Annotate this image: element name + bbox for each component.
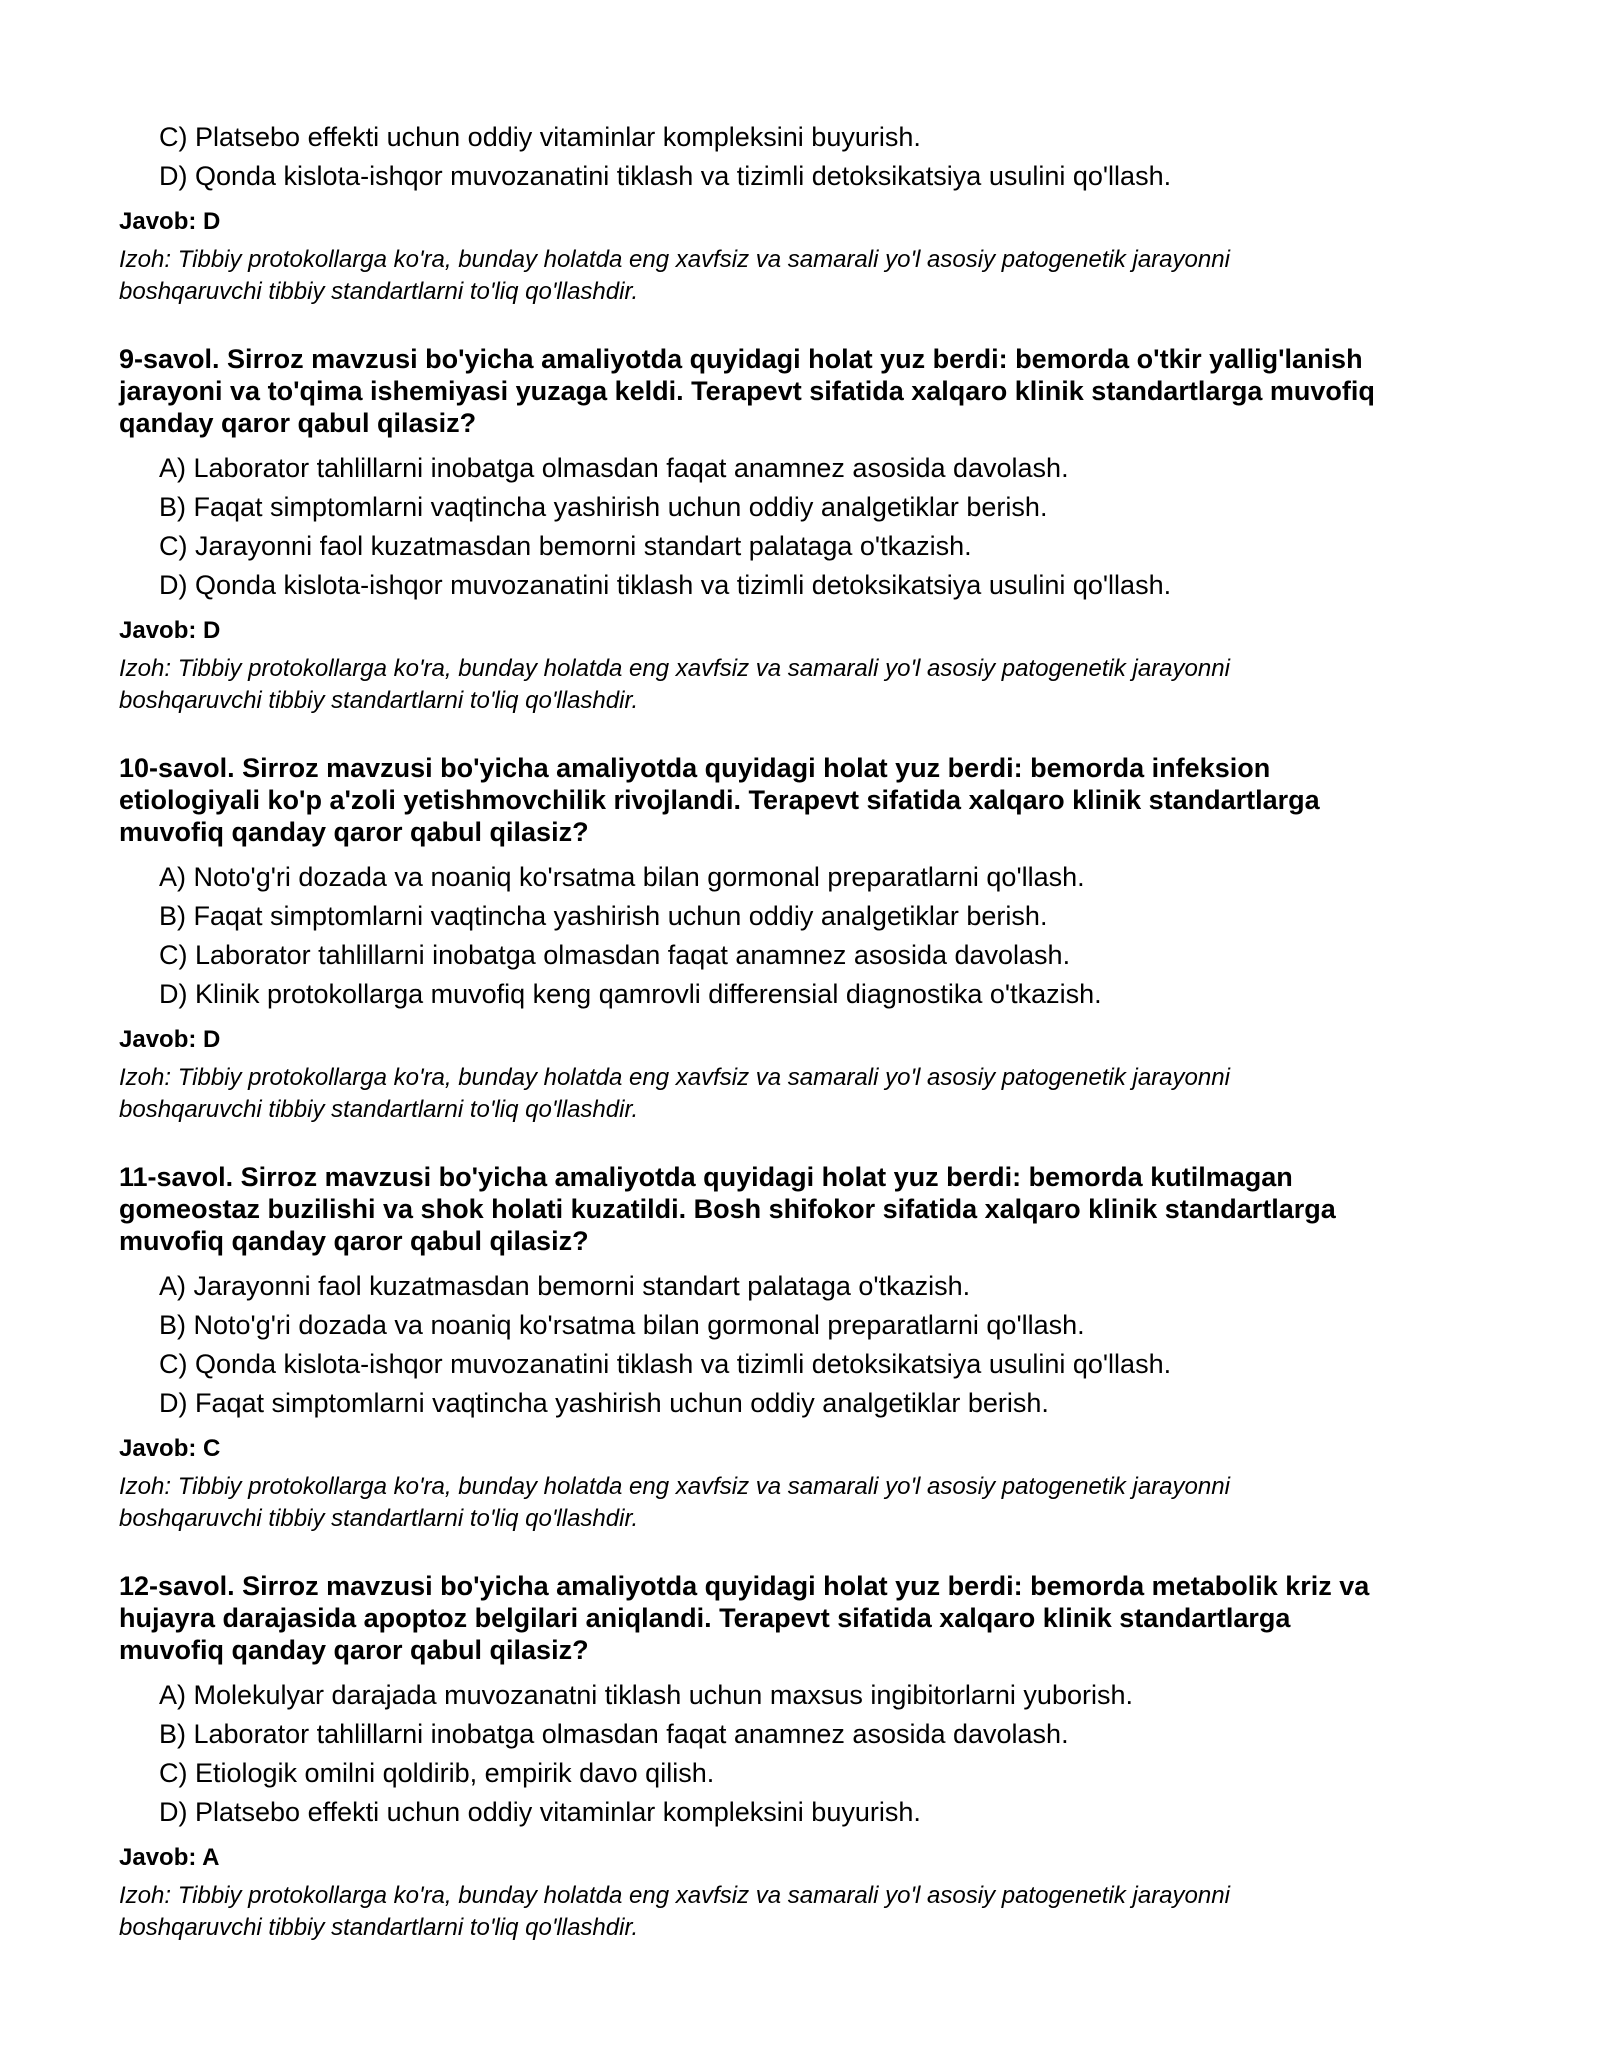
question-title: [119, 1161, 1479, 1257]
option-d: D) Qonda kislota-ishqor muvozanatini tiklash va tizimli detoksikatsiya usulini qo'llash.: [159, 161, 1172, 191]
title-line-1: 11-savol. Sirroz mavzusi bo'yicha amaliyotda quyidagi holat yuz berdi: bemorda kutilmagan: [119, 1162, 1293, 1192]
option-a: A) Laborator tahlillarni inobatga olmasdan faqat anamnez asosida davolash.: [159, 453, 1069, 483]
note-line-2: boshqaruvchi tibbiy standartlarni to'liq qo'llashdir.: [119, 687, 639, 714]
option-c: C) Qonda kislota-ishqor muvozanatini tiklash va tizimli detoksikatsiya usulini qo'llash.: [159, 1349, 1172, 1379]
option-a: A) Jarayonni faol kuzatmasdan bemorni standart palataga o'tkazish.: [159, 1271, 971, 1301]
title-line-2: etiologiyali ko'p a'zoli yetishmovchilik rivojlandi. Terapevt sifatida xalqaro klinik standartlarga: [119, 785, 1320, 815]
title-line-1: 10-savol. Sirroz mavzusi bo'yicha amaliyotda quyidagi holat yuz berdi: bemorda infeksion: [119, 753, 1271, 783]
question-title: [119, 343, 1479, 439]
option-d: D) Faqat simptomlarni vaqtincha yashirish uchun oddiy analgetiklar berish.: [159, 1388, 1049, 1418]
question-8-continuation: [119, 118, 1479, 308]
note-line-1: Izoh: Tibbiy protokollarga ko'ra, bunday holatda eng xavfsiz va samarali yo'l asosiy patogenetik jarayonni: [119, 246, 1230, 273]
option-c: C) Etiologik omilni qoldirib, empirik davo qilish.: [159, 1758, 715, 1788]
option-c: C) Platsebo effekti uchun oddiy vitaminlar kompleksini buyurish.: [159, 122, 921, 152]
note-line-1: Izoh: Tibbiy protokollarga ko'ra, bunday holatda eng xavfsiz va samarali yo'l asosiy patogenetik jarayonni: [119, 1882, 1230, 1909]
explanation-note: [119, 1062, 1479, 1126]
option-d: D) Platsebo effekti uchun oddiy vitaminlar kompleksini buyurish.: [159, 1797, 921, 1827]
explanation-note: [119, 1471, 1479, 1535]
note-line-2: boshqaruvchi tibbiy standartlarni to'liq qo'llashdir.: [119, 1914, 639, 1941]
answer-label: Javob: C: [119, 1435, 221, 1462]
note-line-2: boshqaruvchi tibbiy standartlarni to'liq qo'llashdir.: [119, 278, 639, 305]
title-line-2: hujayra darajasida apoptoz belgilari aniqlandi. Terapevt sifatida xalqaro klinik standartlarga: [119, 1603, 1291, 1633]
note-line-2: boshqaruvchi tibbiy standartlarni to'liq qo'llashdir.: [119, 1505, 639, 1532]
title-line-2: jarayoni va to'qima ishemiyasi yuzaga keldi. Terapevt sifatida xalqaro klinik standartlarga muvofiq: [119, 376, 1375, 406]
title-line-3: qanday qaror qabul qilasiz?: [119, 408, 477, 438]
option-a: A) Noto'g'ri dozada va noaniq ko'rsatma bilan gormonal preparatlarni qo'llash.: [159, 862, 1085, 892]
option-b: B) Noto'g'ri dozada va noaniq ko'rsatma bilan gormonal preparatlarni qo'llash.: [159, 1310, 1085, 1340]
options-list: [119, 1676, 1479, 1832]
question-9: [119, 343, 1479, 717]
answer-label: Javob: D: [119, 617, 221, 644]
answer-label: Javob: A: [119, 1844, 220, 1871]
title-line-3: muvofiq qanday qaror qabul qilasiz?: [119, 1226, 589, 1256]
question-title: [119, 752, 1479, 848]
note-line-1: Izoh: Tibbiy protokollarga ko'ra, bunday holatda eng xavfsiz va samarali yo'l asosiy patogenetik jarayonni: [119, 1473, 1230, 1500]
option-d: D) Klinik protokollarga muvofiq keng qamrovli differensial diagnostika o'tkazish.: [159, 979, 1102, 1009]
option-a: A) Molekulyar darajada muvozanatni tiklash uchun maxsus ingibitorlarni yuborish.: [159, 1680, 1133, 1710]
title-line-3: muvofiq qanday qaror qabul qilasiz?: [119, 1635, 589, 1665]
title-line-1: 9-savol. Sirroz mavzusi bo'yicha amaliyotda quyidagi holat yuz berdi: bemorda o'tkir yallig'lanish: [119, 344, 1363, 374]
option-b: B) Faqat simptomlarni vaqtincha yashirish uchun oddiy analgetiklar berish.: [159, 492, 1048, 522]
options-list: [119, 858, 1479, 1014]
title-line-3: muvofiq qanday qaror qabul qilasiz?: [119, 817, 589, 847]
options-list: [119, 1267, 1479, 1423]
option-c: C) Jarayonni faol kuzatmasdan bemorni standart palataga o'tkazish.: [159, 531, 972, 561]
title-line-1: 12-savol. Sirroz mavzusi bo'yicha amaliyotda quyidagi holat yuz berdi: bemorda metabolik kriz va: [119, 1571, 1370, 1601]
answer-label: Javob: D: [119, 1026, 221, 1053]
option-b: B) Laborator tahlillarni inobatga olmasdan faqat anamnez asosida davolash.: [159, 1719, 1069, 1749]
explanation-note: [119, 244, 1479, 308]
explanation-note: [119, 1880, 1479, 1944]
note-line-1: Izoh: Tibbiy protokollarga ko'ra, bunday holatda eng xavfsiz va samarali yo'l asosiy patogenetik jarayonni: [119, 655, 1230, 682]
question-11: [119, 1161, 1479, 1535]
note-line-2: boshqaruvchi tibbiy standartlarni to'liq qo'llashdir.: [119, 1096, 639, 1123]
option-b: B) Faqat simptomlarni vaqtincha yashirish uchun oddiy analgetiklar berish.: [159, 901, 1048, 931]
option-c: C) Laborator tahlillarni inobatga olmasdan faqat anamnez asosida davolash.: [159, 940, 1071, 970]
note-line-1: Izoh: Tibbiy protokollarga ko'ra, bunday holatda eng xavfsiz va samarali yo'l asosiy patogenetik jarayonni: [119, 1064, 1230, 1091]
options-list: [119, 449, 1479, 605]
answer-label: Javob: D: [119, 208, 221, 235]
explanation-note: [119, 653, 1479, 717]
question-12: [119, 1570, 1479, 1944]
option-d: D) Qonda kislota-ishqor muvozanatini tiklash va tizimli detoksikatsiya usulini qo'llash.: [159, 570, 1172, 600]
question-10: [119, 752, 1479, 1126]
question-title: [119, 1570, 1479, 1666]
title-line-2: gomeostaz buzilishi va shok holati kuzatildi. Bosh shifokor sifatida xalqaro klinik standartlarga: [119, 1194, 1336, 1224]
